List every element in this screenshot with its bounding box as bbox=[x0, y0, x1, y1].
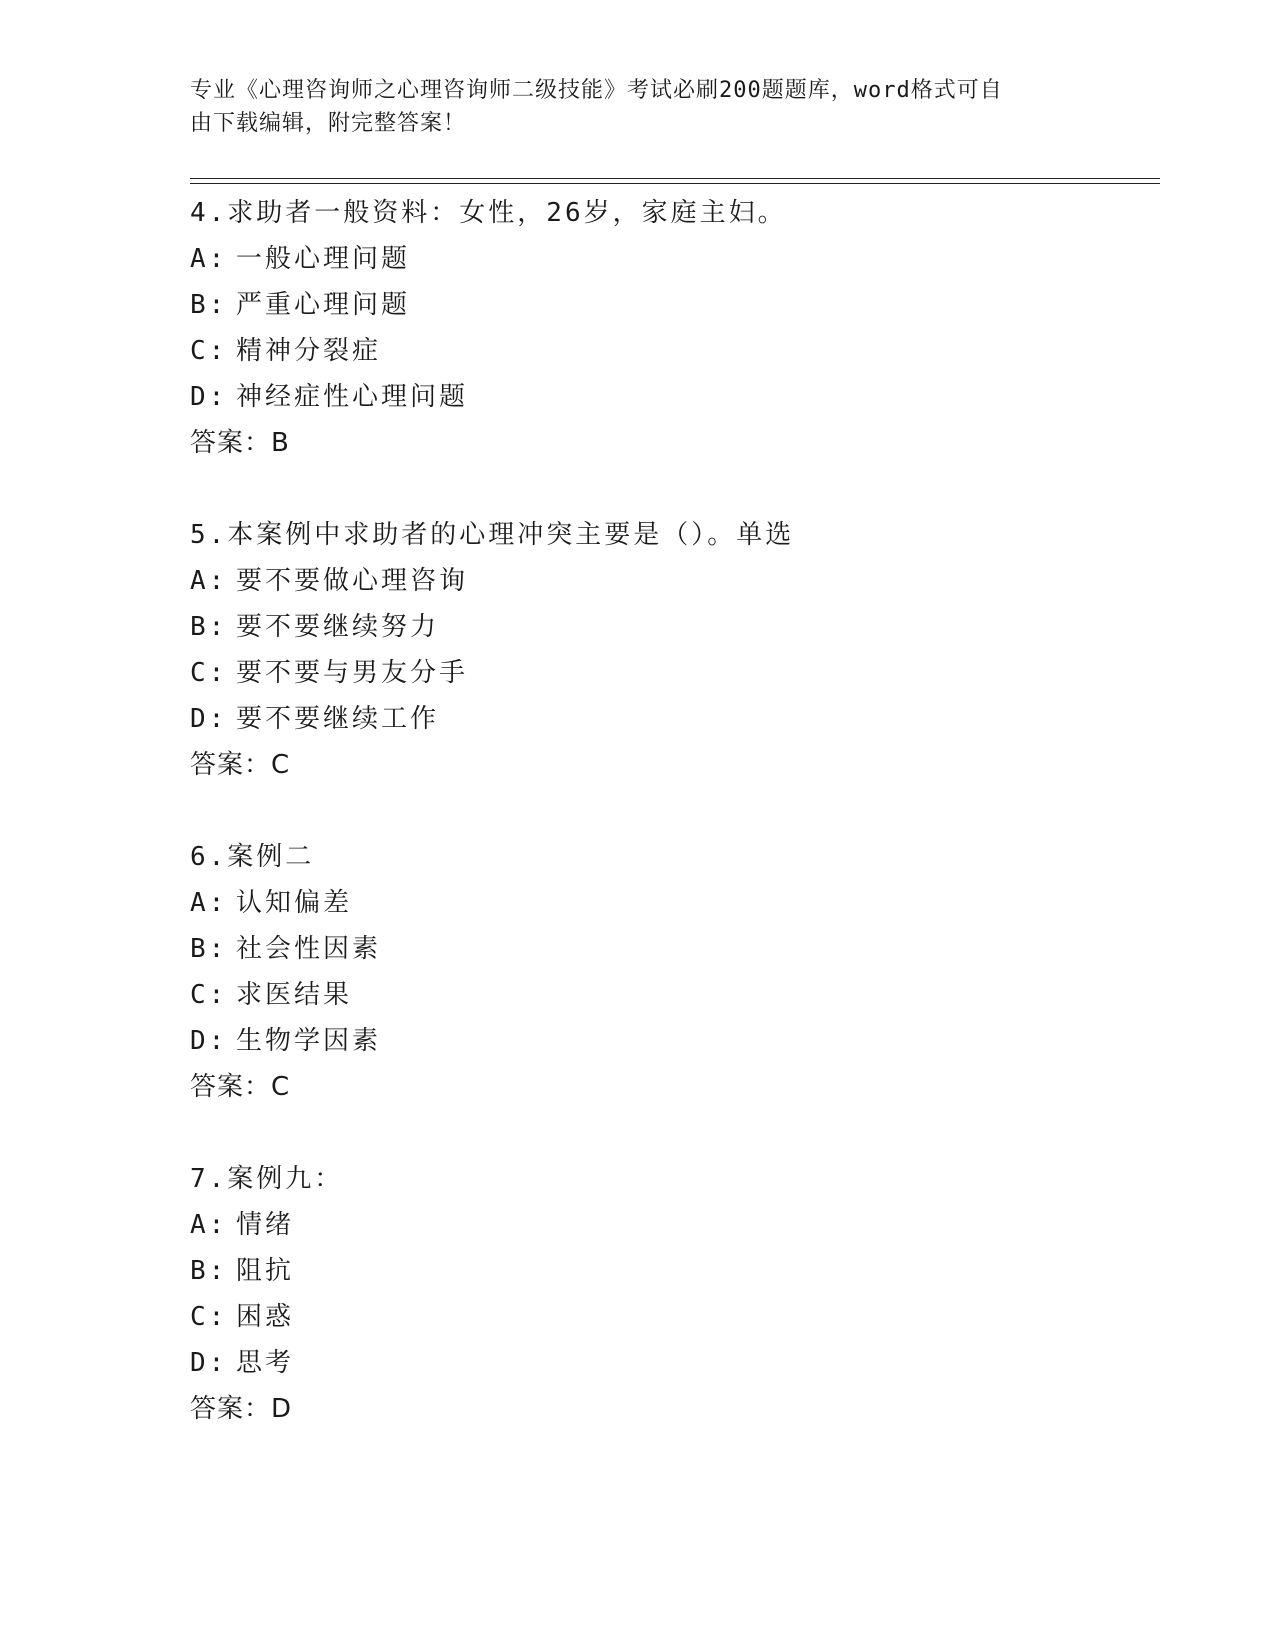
option-label: B: bbox=[190, 290, 228, 320]
option-a bbox=[190, 880, 1150, 926]
option-label: B: bbox=[190, 934, 228, 964]
answer-line: 答案：C bbox=[190, 750, 291, 780]
option-label: D: bbox=[190, 704, 228, 734]
option-d bbox=[190, 374, 1150, 420]
option-label: A: bbox=[190, 566, 228, 596]
option-d bbox=[190, 1018, 1150, 1064]
header-divider-top bbox=[190, 178, 1160, 179]
option-label: A: bbox=[190, 244, 228, 274]
option-text: 阻抗 bbox=[236, 1256, 295, 1286]
option-c bbox=[190, 1294, 1150, 1340]
option-a bbox=[190, 1202, 1150, 1248]
question-4 bbox=[190, 190, 1150, 466]
option-text: 求医结果 bbox=[236, 980, 353, 1010]
question-list bbox=[190, 190, 1150, 1478]
option-text: 生物学因素 bbox=[236, 1026, 382, 1056]
option-label: D: bbox=[190, 1348, 228, 1378]
option-text: 认知偏差 bbox=[236, 888, 353, 918]
question-stem: 6.案例二 bbox=[190, 842, 315, 872]
option-label: B: bbox=[190, 612, 228, 642]
header-line-1: 专业《心理咨询师之心理咨询师二级技能》考试必刷200题题库，word格式可自 bbox=[190, 78, 1003, 103]
option-text: 社会性因素 bbox=[236, 934, 382, 964]
option-text: 要不要继续工作 bbox=[236, 704, 440, 734]
option-b bbox=[190, 282, 1150, 328]
question-7 bbox=[190, 1156, 1150, 1432]
option-text: 情绪 bbox=[236, 1210, 295, 1240]
answer-line: 答案：B bbox=[190, 428, 290, 458]
option-label: C: bbox=[190, 336, 228, 366]
option-text: 要不要继续努力 bbox=[236, 612, 440, 642]
option-b bbox=[190, 604, 1150, 650]
option-text: 神经症性心理问题 bbox=[236, 382, 469, 412]
question-stem: 4.求助者一般资料：女性，26岁，家庭主妇。 bbox=[190, 198, 787, 228]
option-label: D: bbox=[190, 382, 228, 412]
option-label: C: bbox=[190, 1302, 228, 1332]
question-stem: 5.本案例中求助者的心理冲突主要是（）。单选 bbox=[190, 520, 795, 550]
option-text: 思考 bbox=[236, 1348, 295, 1378]
option-text: 要不要与男友分手 bbox=[236, 658, 469, 688]
option-text: 一般心理问题 bbox=[236, 244, 411, 274]
option-label: C: bbox=[190, 980, 228, 1010]
option-b bbox=[190, 926, 1150, 972]
option-text: 精神分裂症 bbox=[236, 336, 382, 366]
option-text: 严重心理问题 bbox=[236, 290, 411, 320]
option-text: 困惑 bbox=[236, 1302, 295, 1332]
header-line-2: 由下载编辑，附完整答案！ bbox=[190, 111, 467, 136]
option-a bbox=[190, 236, 1150, 282]
option-label: A: bbox=[190, 1210, 228, 1240]
option-b bbox=[190, 1248, 1150, 1294]
question-6 bbox=[190, 834, 1150, 1110]
document-header bbox=[190, 74, 1090, 140]
option-a bbox=[190, 558, 1150, 604]
option-c bbox=[190, 328, 1150, 374]
option-d bbox=[190, 1340, 1150, 1386]
option-c bbox=[190, 972, 1150, 1018]
option-label: B: bbox=[190, 1256, 228, 1286]
header-divider-bottom bbox=[190, 183, 1160, 184]
answer-line: 答案：C bbox=[190, 1072, 291, 1102]
option-label: D: bbox=[190, 1026, 228, 1056]
option-d bbox=[190, 696, 1150, 742]
option-label: A: bbox=[190, 888, 228, 918]
question-stem: 7.案例九： bbox=[190, 1164, 344, 1194]
answer-line: 答案：D bbox=[190, 1394, 293, 1424]
option-text: 要不要做心理咨询 bbox=[236, 566, 469, 596]
option-label: C: bbox=[190, 658, 228, 688]
option-c bbox=[190, 650, 1150, 696]
question-5 bbox=[190, 512, 1150, 788]
